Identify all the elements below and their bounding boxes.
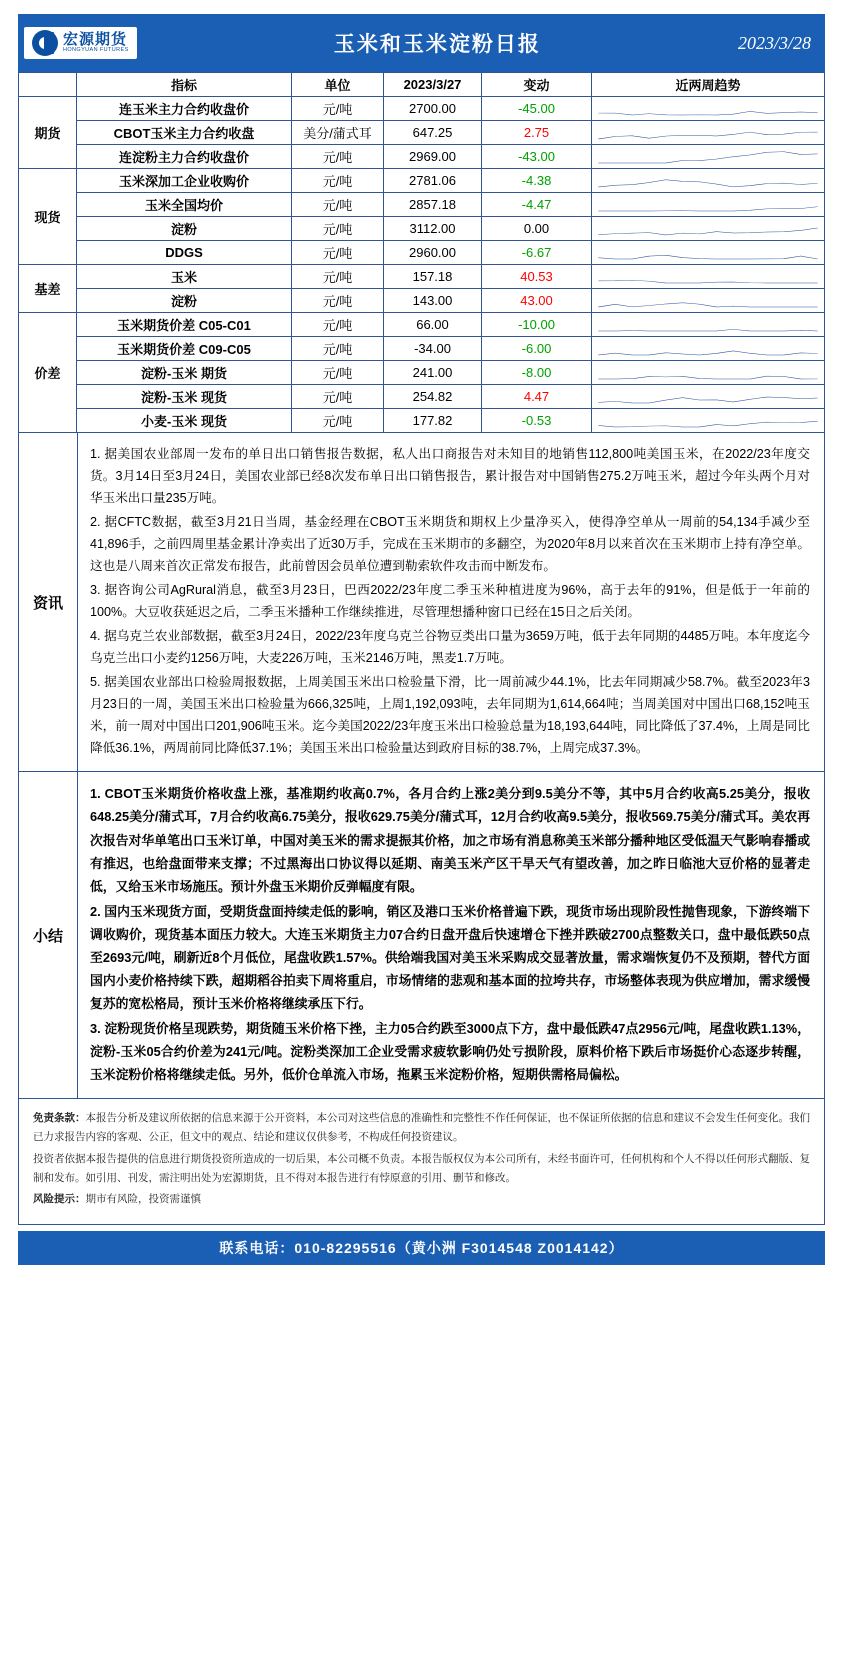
table-row <box>19 217 825 241</box>
row-trend-sparkline <box>592 385 825 409</box>
row-indicator-name: 玉米期货价差 C05-C01 <box>77 313 292 337</box>
row-unit: 元/吨 <box>292 337 384 361</box>
row-value: 66.00 <box>384 313 482 337</box>
row-change: -8.00 <box>482 361 592 385</box>
row-unit: 元/吨 <box>292 145 384 169</box>
row-unit: 元/吨 <box>292 217 384 241</box>
table-row <box>19 385 825 409</box>
table-header-row <box>19 73 825 97</box>
row-indicator-name: 小麦-玉米 现货 <box>77 409 292 433</box>
row-value: 254.82 <box>384 385 482 409</box>
report-date: 2023/3/28 <box>737 32 811 53</box>
risk-text: 期市有风险，投资需谨慎 <box>85 1193 201 1206</box>
row-value: 2781.06 <box>384 169 482 193</box>
logo-icon <box>32 30 58 56</box>
table-row <box>19 169 825 193</box>
row-trend-sparkline <box>592 217 825 241</box>
row-trend-sparkline <box>592 145 825 169</box>
row-category: 价差 <box>19 313 77 433</box>
row-unit: 元/吨 <box>292 265 384 289</box>
row-unit: 美分/蒲式耳 <box>292 121 384 145</box>
paragraph: 4. 据乌克兰农业部数据，截至3月24日，2022/23年度乌克兰谷物豆类出口量为3659万吨，低于去年同期的4485万吨。本年度迄今乌克兰出口小麦约1256万吨，大麦226万吨，玉米2146万吨，黑麦1.7万吨。 <box>90 629 810 666</box>
summary-body <box>78 772 824 1097</box>
risk-title: 风险提示： <box>33 1193 86 1206</box>
paragraph: 5. 据美国农业部出口检验周报数据，上周美国玉米出口检验量下滑，比一周前减少44.1%，比去年同期减少58.7%。截至2023年3月23日的一周，美国玉米出口检验量为666,325吨，上周1,192,093吨，去年同期为1,614,664吨；当周美国对中国出口68,152吨玉米，前一周对中国出口201,906吨玉米。迄今美国2022/23年度玉米出口检验总量为18,193,644吨，同比降低了37.4%，上周是同比降低36.1%，两周前同比降低37.1%；美国玉米出口检验量达到政府目标的38.7%，上周完成37.3%。 <box>90 675 810 756</box>
row-value: 2700.00 <box>384 97 482 121</box>
disclaimer-para-2: 投资者依据本报告提供的信息进行期货投资所造成的一切后果，本公司概不负责。本报告版权仅为本公司所有，未经书面许可，任何机构和个人不得以任何形式翻版、复制和发布。如引用、刊发，需注明出处为宏源期货，且不得对本报告进行有悖原意的引用、删节和修改。 <box>33 1152 810 1184</box>
row-unit: 元/吨 <box>292 241 384 265</box>
row-change: 43.00 <box>482 289 592 313</box>
table-row <box>19 121 825 145</box>
report-header <box>18 14 825 72</box>
row-value: 177.82 <box>384 409 482 433</box>
logo-name-en: HONGYUAN FUTURES <box>63 46 129 53</box>
row-indicator-name: 连玉米主力合约收盘价 <box>77 97 292 121</box>
table-row <box>19 313 825 337</box>
row-value: 2960.00 <box>384 241 482 265</box>
row-value: 2969.00 <box>384 145 482 169</box>
row-indicator-name: 淀粉-玉米 现货 <box>77 385 292 409</box>
row-change: -43.00 <box>482 145 592 169</box>
contact-footer: 联系电话：010-82295516（黄小洲 F3014548 Z0014142） <box>18 1231 825 1265</box>
header-cell-value: 2023/3/27 <box>384 73 482 97</box>
row-value: 647.25 <box>384 121 482 145</box>
paragraph: 3. 淀粉现货价格呈现跌势，期货随玉米价格下挫，主力05合约跌至3000点下方，盘中最低跌47点2956元/吨，尾盘收跌1.13%，淀粉-玉米05合约价差为241元/吨。淀粉类深加工企业受需求疲软影响仍处亏损阶段，原料价格下跌后市场挺价心态逐步转醒，玉米淀粉价格将继续走低。另外，低价仓单流入市场，拖累玉米淀粉价格，短期供需格局偏松。 <box>90 1020 810 1082</box>
row-indicator-name: 淀粉-玉米 期货 <box>77 361 292 385</box>
row-indicator-name: DDGS <box>77 241 292 265</box>
row-indicator-name: 玉米全国均价 <box>77 193 292 217</box>
row-indicator-name: 淀粉 <box>77 289 292 313</box>
news-body <box>78 433 824 771</box>
row-unit: 元/吨 <box>292 361 384 385</box>
table-row <box>19 193 825 217</box>
logo-name-cn: 宏源期货 <box>63 31 128 49</box>
paragraph: 2. 国内玉米现货方面，受期货盘面持续走低的影响，销区及港口玉米价格普遍下跌，现货市场出现阶段性抛售现象，下游终端下调收购价，现货基本面压力较大。大连玉米期货主力07合约日盘开盘后快速增仓下挫并跌破2700点整数关口，盘中最低跌50点至2693元/吨，刷新近8个月低位，尾盘收跌1.57%。供给端我国对美玉米采购成交显著放量，需求端恢复仍不及预期，替代方面国内小麦价格持续下跌，超期稻谷拍卖下周将重启，市场情绪的悲观和基本面的拉垮共存，市场整体表现为供应增加，需求缓慢复苏的宽松格局，预计玉米价格将继续承压下行。 <box>90 903 810 1011</box>
page-title: 玉米和玉米淀粉日报 <box>333 33 541 56</box>
table-row <box>19 409 825 433</box>
row-category: 期货 <box>19 97 77 169</box>
row-trend-sparkline <box>592 193 825 217</box>
row-change: -4.38 <box>482 169 592 193</box>
news-section <box>18 433 825 772</box>
summary-category-label: 小结 <box>19 772 78 1097</box>
paragraph: 1. 据美国农业部周一发布的单日出口销售报告数据，私人出口商报告对未知目的地销售112,800吨美国玉米，在2022/23年度交货。3月14日至3月24日，美国农业部已经8次发布单日出口销售报告，累计报告对中国销售275.2万吨玉米，超过今年头两个月对华玉米出口量235万吨。 <box>90 447 810 506</box>
row-indicator-name: 玉米期货价差 C09-C05 <box>77 337 292 361</box>
summary-section <box>18 772 825 1098</box>
row-unit: 元/吨 <box>292 169 384 193</box>
row-trend-sparkline <box>592 121 825 145</box>
row-change: -6.67 <box>482 241 592 265</box>
table-row <box>19 241 825 265</box>
row-change: 2.75 <box>482 121 592 145</box>
row-trend-sparkline <box>592 265 825 289</box>
row-indicator-name: CBOT玉米主力合约收盘 <box>77 121 292 145</box>
table-row <box>19 145 825 169</box>
indicator-table <box>18 72 825 433</box>
paragraph: 1. CBOT玉米期货价格收盘上涨，基准期约收高0.7%，各月合约上涨2美分到9.5美分不等，其中5月合约收高5.25美分，报收648.25美分/蒲式耳，7月合约收高6.75美分，报收629.75美分/蒲式耳，12月合约收高9.5美分，报收569.75美分/蒲式耳。美农再次报告对华单笔出口玉米订单，中国对美玉米的需求提振其价格，加之市场有消息称美玉米部分播种地区受低温天气影响春播或有推迟，也给盘面带来支撑；不过黑海出口协议得以延期、南美玉米产区干旱天气有望改善，加之昨日临池大豆价格的显著走低，又给玉米市场施压。预计外盘玉米期价反弹幅度有限。 <box>90 786 810 894</box>
paragraph: 2. 据CFTC数据，截至3月21日当周，基金经理在CBOT玉米期货和期权上少量净买入，使得净空单从一周前的54,134手减少至41,896手，之前四周里基金累计净卖出了近30万手，完成在玉米期市的多翻空，为2020年8月以来首次在玉米期市上持有净空单。这也是八周来首次正常发布报告，此前曾因会员单位遭到勒索软件攻击而中断发布。 <box>90 515 810 574</box>
table-row <box>19 361 825 385</box>
row-unit: 元/吨 <box>292 385 384 409</box>
row-trend-sparkline <box>592 241 825 265</box>
disclaimer-para-1: 本报告分析及建议所依据的信息来源于公开资料，本公司对这些信息的准确性和完整性不作任何保证，也不保证所依据的信息和建议不会发生任何变化。我们已力求报告内容的客观、公正，但文中的观点、结论和建议仅供参考，不构成任何投资建议。 <box>33 1111 810 1143</box>
header-cell-indicator: 指标 <box>77 73 292 97</box>
row-unit: 元/吨 <box>292 289 384 313</box>
row-indicator-name: 玉米 <box>77 265 292 289</box>
header-cell-change: 变动 <box>482 73 592 97</box>
disclaimer-title: 免责条款： <box>33 1111 86 1124</box>
row-trend-sparkline <box>592 169 825 193</box>
row-indicator-name: 玉米深加工企业收购价 <box>77 169 292 193</box>
row-change: 40.53 <box>482 265 592 289</box>
row-value: 3112.00 <box>384 217 482 241</box>
row-unit: 元/吨 <box>292 409 384 433</box>
row-value: -34.00 <box>384 337 482 361</box>
row-trend-sparkline <box>592 337 825 361</box>
header-cell-blank <box>19 73 77 97</box>
row-trend-sparkline <box>592 361 825 385</box>
row-unit: 元/吨 <box>292 193 384 217</box>
row-trend-sparkline <box>592 289 825 313</box>
news-category-label: 资讯 <box>19 433 78 771</box>
header-cell-unit: 单位 <box>292 73 384 97</box>
paragraph: 3. 据咨询公司AgRural消息，截至3月23日，巴西2022/23年度二季玉米种植进度为96%，高于去年的91%，但是低于一年前的100%。大豆收获延迟之后，二季玉米播种工作继续推进，尽管理想播种窗口已经在15日之后关闭。 <box>90 583 810 620</box>
row-value: 2857.18 <box>384 193 482 217</box>
row-change: 4.47 <box>482 385 592 409</box>
table-row <box>19 289 825 313</box>
row-unit: 元/吨 <box>292 97 384 121</box>
row-change: -45.00 <box>482 97 592 121</box>
row-unit: 元/吨 <box>292 313 384 337</box>
row-indicator-name: 淀粉 <box>77 217 292 241</box>
header-cell-trend: 近两周趋势 <box>592 73 825 97</box>
row-change: -6.00 <box>482 337 592 361</box>
disclaimer-section <box>18 1099 825 1225</box>
row-value: 157.18 <box>384 265 482 289</box>
table-row <box>19 337 825 361</box>
row-change: -10.00 <box>482 313 592 337</box>
row-trend-sparkline <box>592 409 825 433</box>
row-change: 0.00 <box>482 217 592 241</box>
row-trend-sparkline <box>592 313 825 337</box>
table-row <box>19 97 825 121</box>
row-value: 143.00 <box>384 289 482 313</box>
row-change: -0.53 <box>482 409 592 433</box>
table-row <box>19 265 825 289</box>
row-trend-sparkline <box>592 97 825 121</box>
row-change: -4.47 <box>482 193 592 217</box>
row-value: 241.00 <box>384 361 482 385</box>
row-indicator-name: 连淀粉主力合约收盘价 <box>77 145 292 169</box>
row-category: 现货 <box>19 169 77 265</box>
company-logo <box>24 27 137 59</box>
row-category: 基差 <box>19 265 77 313</box>
